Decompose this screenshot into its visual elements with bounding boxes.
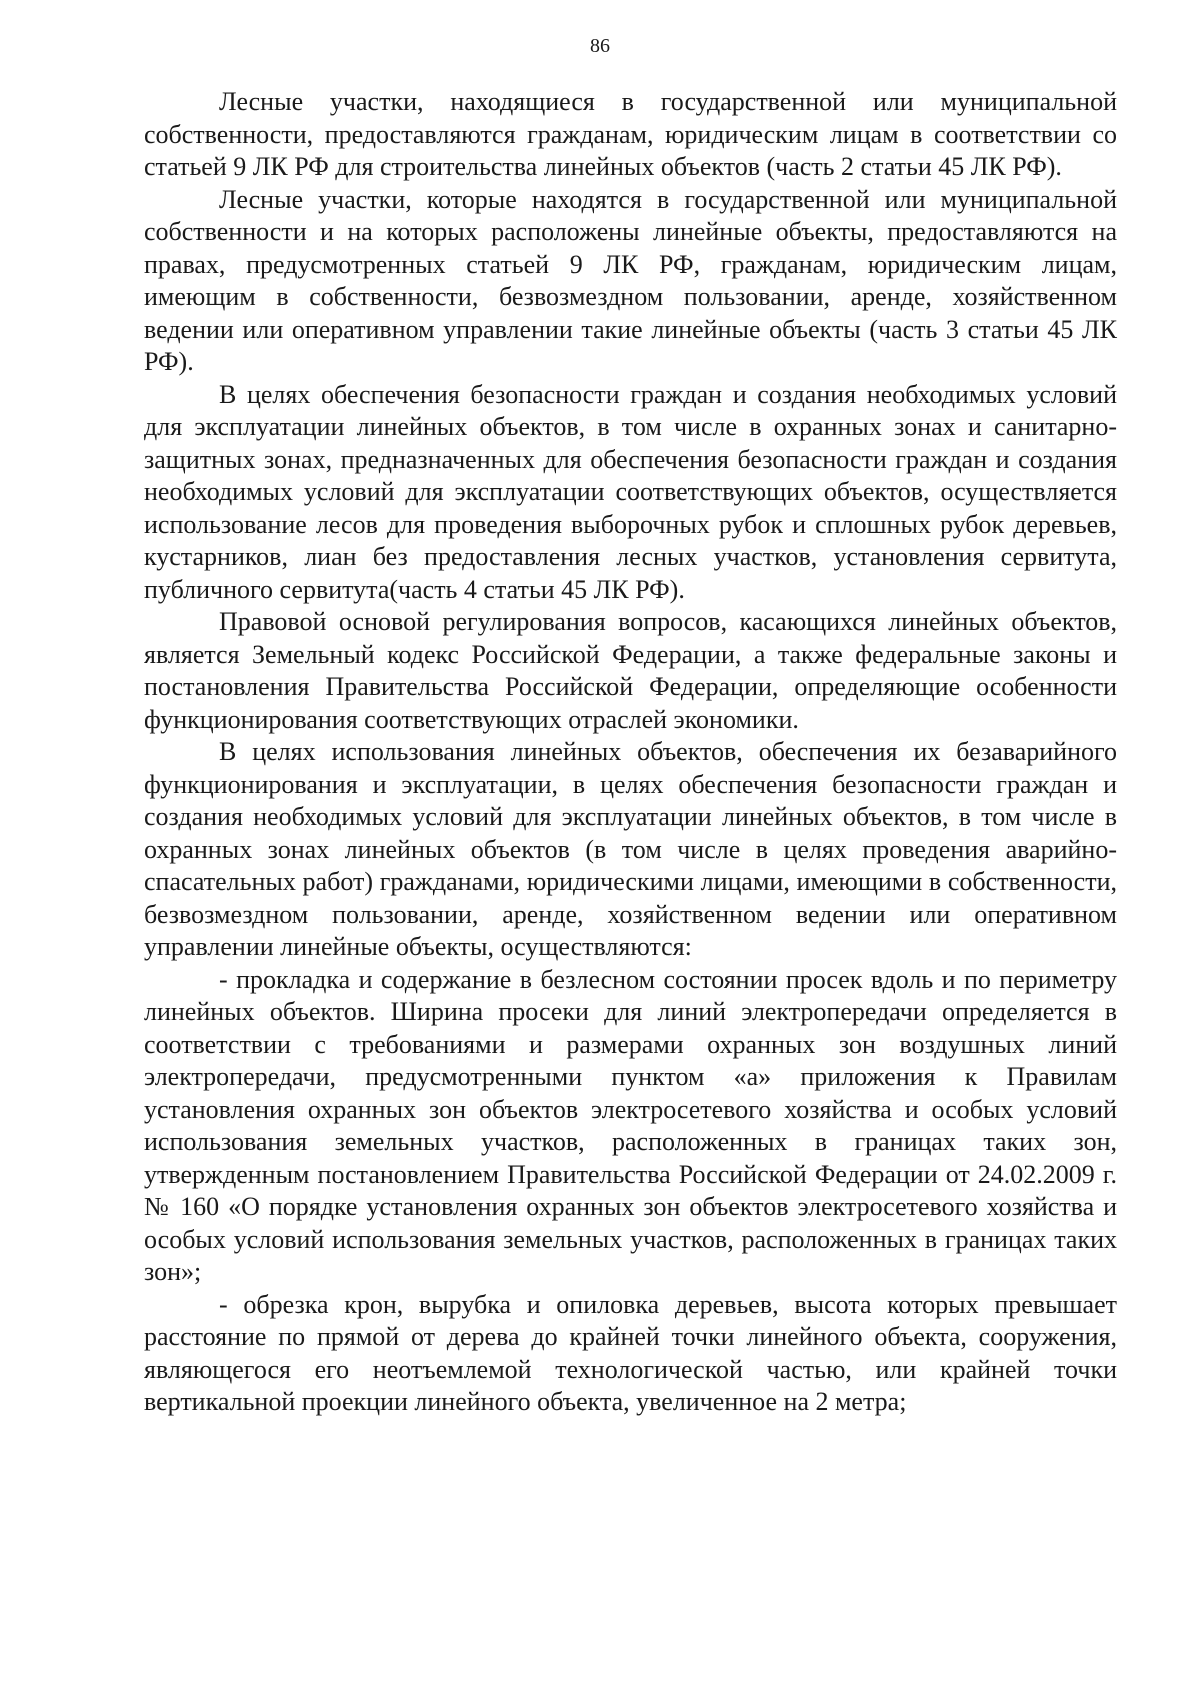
list-item: - прокладка и содержание в безлесном состоянии просек вдоль и по периметру линейных объектов. Ширина просеки для линий электропередачи определяется в соответствии с требованиями и размерами охранных зон воздушных линий электропередачи, предусмотренными пунктом «а» приложения к Правилам установления охранных зон объектов электросетевого хозяйства и особых условий использования земельных участков, расположенных в границах таких зон, утвержденным постановлением Правительства Российской Федерации от 24.02.2009 г. № 160 «О порядке установления охранных зон объектов электросетевого хозяйства и особых условий использования земельных участков, расположенных в границах таких зон»;: [144, 964, 1117, 1286]
paragraph: Лесные участки, которые находятся в государственной или муниципальной собственности и на которых расположены линейные объекты, предоставляются на правах, предусмотренных статьей 9 ЛК РФ, гражданам, юридическим лицам, имеющим в собственности, безвозмездном пользовании, аренде, хозяйственном ведении или оперативном управлении такие линейные объекты (часть 3 статьи 45 ЛК РФ).: [144, 184, 1117, 376]
document-body: [144, 86, 1117, 1419]
paragraph: В целях использования линейных объектов, обеспечения их безаварийного функционирования и эксплуатации, в целях обеспечения безопасности граждан и создания необходимых условий для эксплуатации линейных объектов, в том числе в охранных зонах линейных объектов (в том числе в целях проведения аварийно-спасательных работ) гражданами, юридическими лицами, имеющими в собственности, безвозмездном пользовании, аренде, хозяйственном ведении или оперативном управлении линейные объекты, осуществляются:: [144, 737, 1117, 961]
page-number: 86: [590, 35, 610, 57]
paragraph: Лесные участки, находящиеся в государственной или муниципальной собственности, предоставляются гражданам, юридическим лицам в соответствии со статьей 9 ЛК РФ для строительства линейных объектов (часть 2 статьи 45 ЛК РФ).: [144, 87, 1117, 181]
list-item: - обрезка крон, вырубка и опиловка деревьев, высота которых превышает расстояние по прямой от дерева до крайней точки линейного объекта, сооружения, являющегося его неотъемлемой технологической частью, или крайней точки вертикальной проекции линейного объекта, увеличенное на 2 метра;: [144, 1289, 1117, 1416]
paragraph: Правовой основой регулирования вопросов, касающихся линейных объектов, является Земельный кодекс Российской Федерации, а также федеральные законы и постановления Правительства Российской Федерации, определяющие особенности функционирования соответствующих отраслей экономики.: [144, 607, 1117, 734]
paragraph: В целях обеспечения безопасности граждан и создания необходимых условий для эксплуатации линейных объектов, в том числе в охранных зонах и санитарно-защитных зонах, предназначенных для обеспечения безопасности граждан и создания необходимых условий для эксплуатации соответствующих объектов, осуществляется использование лесов для проведения выборочных рубок и сплошных рубок деревьев, кустарников, лиан без предоставления лесных участков, установления сервитута, публичного сервитута(часть 4 статьи 45 ЛК РФ).: [144, 379, 1117, 604]
